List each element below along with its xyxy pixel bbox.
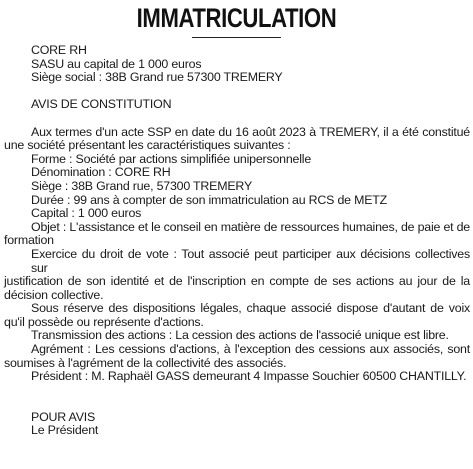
page-title: IMMATRICULATION (136, 3, 337, 33)
objet-line: formation (4, 233, 54, 248)
detail-line-forme: Forme : Société par actions simplifiée unipersonnelle (31, 151, 312, 166)
detail-line-denomination: Dénomination : CORE RH (31, 165, 171, 180)
vote-line: décision collective. (4, 287, 104, 302)
closing-pour-avis: POUR AVIS (31, 409, 96, 424)
transmission-line: Transmission des actions : La cession des actions de l'associé unique est libre. (31, 328, 449, 343)
notice-body (4, 44, 470, 438)
company-legal-form: SASU au capital de 1 000 euros (31, 56, 202, 71)
closing-signatory: Le Président (31, 423, 99, 438)
agrement-line: soumises à l'agrément de la collectivité des associés. (4, 355, 287, 370)
title-underline (192, 37, 281, 38)
president-line: Président : M. Raphaël GASS demeurant 4 Impasse Souchier 60500 CHANTILLY. (31, 369, 467, 384)
objet-line: Objet : L'assistance et le conseil en matière de ressources humaines, de paie et de (31, 219, 470, 234)
reserve-line: qu'il possède ou représente d'actions. (4, 314, 204, 329)
agrement-line: Agrément : Les cessions d'actions, à l'exception des cessions aux associés, sont (31, 342, 470, 357)
company-name: CORE RH (31, 43, 87, 57)
company-head-office: Siège social : 38B Grand rue 57300 TREMERY (31, 70, 283, 85)
reserve-line: Sous réserve des dispositions légales, chaque associé dispose d'autant de voix (31, 301, 470, 316)
intro-line: une société présentant les caractéristiques suivantes : (4, 138, 291, 153)
vote-line: Exercice du droit de vote : Tout associé peut participer aux décisions collectives sur (31, 246, 470, 275)
detail-line-capital: Capital : 1 000 euros (31, 206, 142, 221)
detail-line-duree: Durée : 99 ans à compter de son immatriculation au RCS de METZ (31, 192, 388, 207)
detail-line-siege: Siège : 38B Grand rue, 57300 TREMERY (31, 178, 253, 193)
section-title: AVIS DE CONSTITUTION (31, 97, 172, 112)
intro-line: Aux termes d'un acte SSP en date du 16 août 2023 à TREMERY, il a été constitué (31, 124, 470, 139)
vote-line: justification de son identité et de l'inscription en compte de ses actions au jour de la (4, 274, 470, 289)
